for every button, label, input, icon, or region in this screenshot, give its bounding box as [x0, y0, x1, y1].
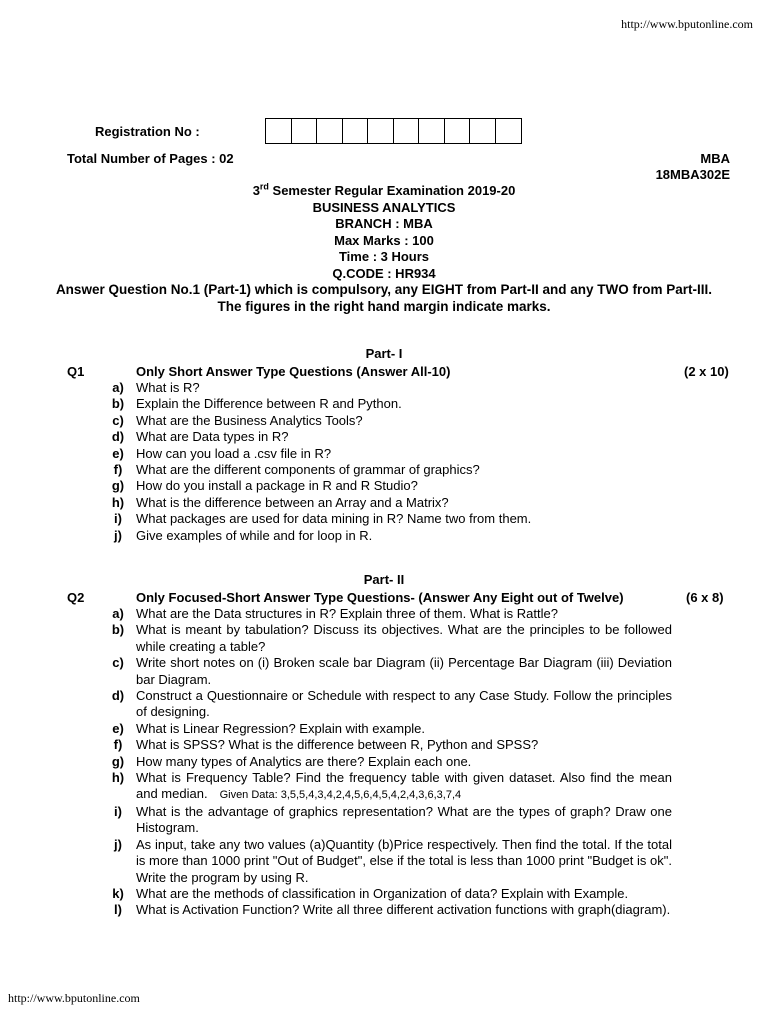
question-text	[136, 478, 672, 494]
registration-digit-box[interactable]	[368, 119, 394, 143]
program-code-block	[656, 151, 730, 183]
question-letter: a)	[112, 606, 124, 621]
question-letter: a)	[112, 380, 124, 395]
question-letter: g)	[111, 753, 125, 769]
question-text-main: What is Linear Regression? Explain with example.	[136, 720, 426, 736]
question-letter: c)	[112, 655, 124, 671]
question-item	[100, 396, 672, 412]
question-item	[100, 655, 672, 688]
q1-title: Only Short Answer Type Questions (Answer All-10)	[136, 364, 451, 379]
question-text-main: What are the different components of grammar of graphics?	[136, 462, 480, 478]
question-text-main: Construct a Questionnaire or Schedule with respect to any Case Study. Follow the principles of designing.	[136, 688, 672, 720]
question-text	[136, 655, 672, 688]
question-letter: f)	[113, 737, 123, 753]
question-letter: k)	[112, 885, 124, 901]
question-text	[136, 495, 672, 511]
question-item	[100, 770, 672, 804]
question-text	[136, 622, 672, 655]
question-letter: f)	[113, 462, 123, 478]
branch: BRANCH : MBA	[335, 216, 433, 231]
semester-number: 3	[252, 183, 260, 198]
registration-digit-box[interactable]	[266, 119, 292, 143]
instruction-marks: The figures in the right hand margin indicate marks.	[217, 298, 551, 314]
question-letter: b)	[111, 622, 125, 638]
question-text	[136, 721, 672, 737]
question-letter: j)	[114, 527, 122, 543]
question-text	[136, 429, 672, 445]
question-text-main: Explain the Difference between R and Python.	[136, 396, 402, 412]
question-letter: i)	[114, 511, 122, 527]
question-letter: j)	[114, 836, 122, 852]
registration-digit-box[interactable]	[470, 119, 496, 143]
exam-header	[40, 183, 728, 315]
max-marks: Max Marks : 100	[334, 232, 434, 248]
question-text-main: What is the difference between an Array and a Matrix?	[136, 494, 449, 510]
question-text	[136, 737, 672, 753]
question-letter: d)	[111, 688, 125, 704]
registration-row	[95, 118, 522, 144]
question-item	[100, 413, 672, 429]
semester-suffix: rd	[259, 181, 269, 192]
question-text	[136, 837, 672, 886]
total-pages: Total Number of Pages : 02	[67, 151, 234, 166]
registration-digit-box[interactable]	[419, 119, 445, 143]
registration-digit-box[interactable]	[445, 119, 471, 143]
question-text-main: Give examples of while and for loop in R.	[136, 527, 373, 543]
question-text	[136, 886, 672, 902]
question-item	[100, 446, 672, 462]
time: Time : 3 Hours	[338, 249, 430, 264]
part2-title: Part- II	[363, 572, 405, 587]
question-item	[100, 495, 672, 511]
semester-line	[40, 183, 728, 200]
question-text	[136, 606, 672, 622]
question-text-main: What are the Business Analytics Tools?	[136, 412, 363, 428]
question-letter: c)	[112, 412, 124, 428]
question-letter: b)	[111, 396, 125, 412]
q1-marks: (2 x 10)	[684, 364, 729, 379]
question-item	[100, 737, 672, 753]
registration-digit-box[interactable]	[292, 119, 318, 143]
question-item	[100, 622, 672, 655]
question-text	[136, 511, 672, 527]
question-item	[100, 754, 672, 770]
question-letter: h)	[111, 770, 125, 786]
subject: BUSINESS ANALYTICS	[312, 199, 456, 215]
question-text	[136, 446, 672, 462]
semester-text: Semester Regular Examination 2019-20	[268, 183, 516, 198]
qcode: Q.CODE : HR934	[332, 265, 436, 281]
question-text-main: What is SPSS? What is the difference between R, Python and SPSS?	[136, 737, 539, 753]
question-text	[136, 804, 672, 837]
part2-question-list	[100, 606, 672, 919]
question-item	[100, 462, 672, 478]
question-letter: e)	[112, 445, 124, 461]
question-letter: h)	[111, 494, 125, 510]
question-item	[100, 429, 672, 445]
question-item	[100, 380, 672, 396]
question-given-data: Given Data: 3,5,5,4,3,4,2,4,5,6,4,5,4,2,4,3,6,3,7,4	[219, 789, 462, 802]
question-text-main: How many types of Analytics are there? Explain each one.	[136, 753, 472, 769]
question-text	[136, 413, 672, 429]
instruction-compulsory: Answer Question No.1 (Part-1) which is compulsory, any EIGHT from Part-II and any TWO from Part-III.	[55, 282, 713, 297]
registration-label: Registration No :	[95, 123, 200, 139]
registration-boxes	[265, 118, 522, 144]
program: MBA	[700, 151, 730, 166]
question-letter: l)	[114, 902, 122, 918]
question-item	[100, 511, 672, 527]
question-text-main: What is meant by tabulation? Discuss its objectives. What are the principles to be followed while creating a table?	[136, 622, 672, 654]
question-text-main: What are Data types in R?	[136, 429, 289, 445]
source-url-top[interactable]: http://www.bputonline.com	[621, 17, 753, 31]
question-letter: g)	[111, 478, 125, 494]
question-text	[136, 462, 672, 478]
question-text	[136, 754, 672, 770]
q1-label: Q1	[67, 364, 85, 379]
question-item	[100, 804, 672, 837]
q2-label: Q2	[67, 590, 85, 605]
question-item	[100, 688, 672, 721]
question-text-main: What are the Data structures in R? Explain three of them. What is Rattle?	[136, 606, 558, 621]
part1-title: Part- I	[365, 346, 403, 361]
question-item	[100, 886, 672, 902]
question-letter: i)	[114, 803, 122, 819]
q2-marks: (6 x 8)	[686, 590, 724, 605]
question-text-main: What is Frequency Table? Find the frequency table with given dataset. Also find the mean and median.	[136, 770, 672, 802]
registration-digit-box[interactable]	[317, 119, 343, 143]
question-text-main: What is R?	[136, 380, 200, 395]
question-text-main: As input, take any two values (a)Quantity (b)Price respectively. Then find the total. If the total is more than 1000 print "Out of Budget", else if the total is less than 1000 print "Budget is ok". Write the program by using R.	[136, 836, 672, 885]
question-item	[100, 837, 672, 886]
source-url-bottom[interactable]: http://www.bputonline.com	[8, 991, 140, 1005]
question-text	[136, 902, 672, 918]
question-text-main: What are the methods of classification in Organization of data? Explain with Example.	[136, 885, 629, 901]
registration-digit-box[interactable]	[394, 119, 420, 143]
question-letter: d)	[111, 429, 125, 445]
part1-question-list	[100, 380, 672, 544]
question-text-main: How can you load a .csv file in R?	[136, 445, 332, 461]
question-item	[100, 528, 672, 544]
question-letter: e)	[112, 720, 124, 736]
question-text	[136, 396, 672, 412]
question-text	[136, 770, 672, 804]
question-item	[100, 721, 672, 737]
question-text-main: What is the advantage of graphics representation? What are the types of graph? Draw one Histogram.	[136, 803, 672, 836]
question-text	[136, 688, 672, 721]
question-text	[136, 380, 672, 396]
question-text-main: What is Activation Function? Write all three different activation functions with graph(diagram).	[136, 902, 671, 918]
q2-title: Only Focused-Short Answer Type Questions- (Answer Any Eight out of Twelve)	[136, 590, 624, 605]
registration-digit-box[interactable]	[496, 119, 522, 143]
question-item	[100, 606, 672, 622]
paper-code: 18MBA302E	[655, 167, 730, 182]
registration-digit-box[interactable]	[343, 119, 369, 143]
question-text-main: How do you install a package in R and R Studio?	[136, 478, 418, 494]
question-text-main: What packages are used for data mining in R? Name two from them.	[136, 511, 532, 527]
question-text	[136, 528, 672, 544]
question-item	[100, 478, 672, 494]
question-text-main: Write short notes on (i) Broken scale bar Diagram (ii) Percentage Bar Diagram (iii) Deviation bar Diagram.	[136, 655, 672, 687]
question-item	[100, 902, 672, 918]
